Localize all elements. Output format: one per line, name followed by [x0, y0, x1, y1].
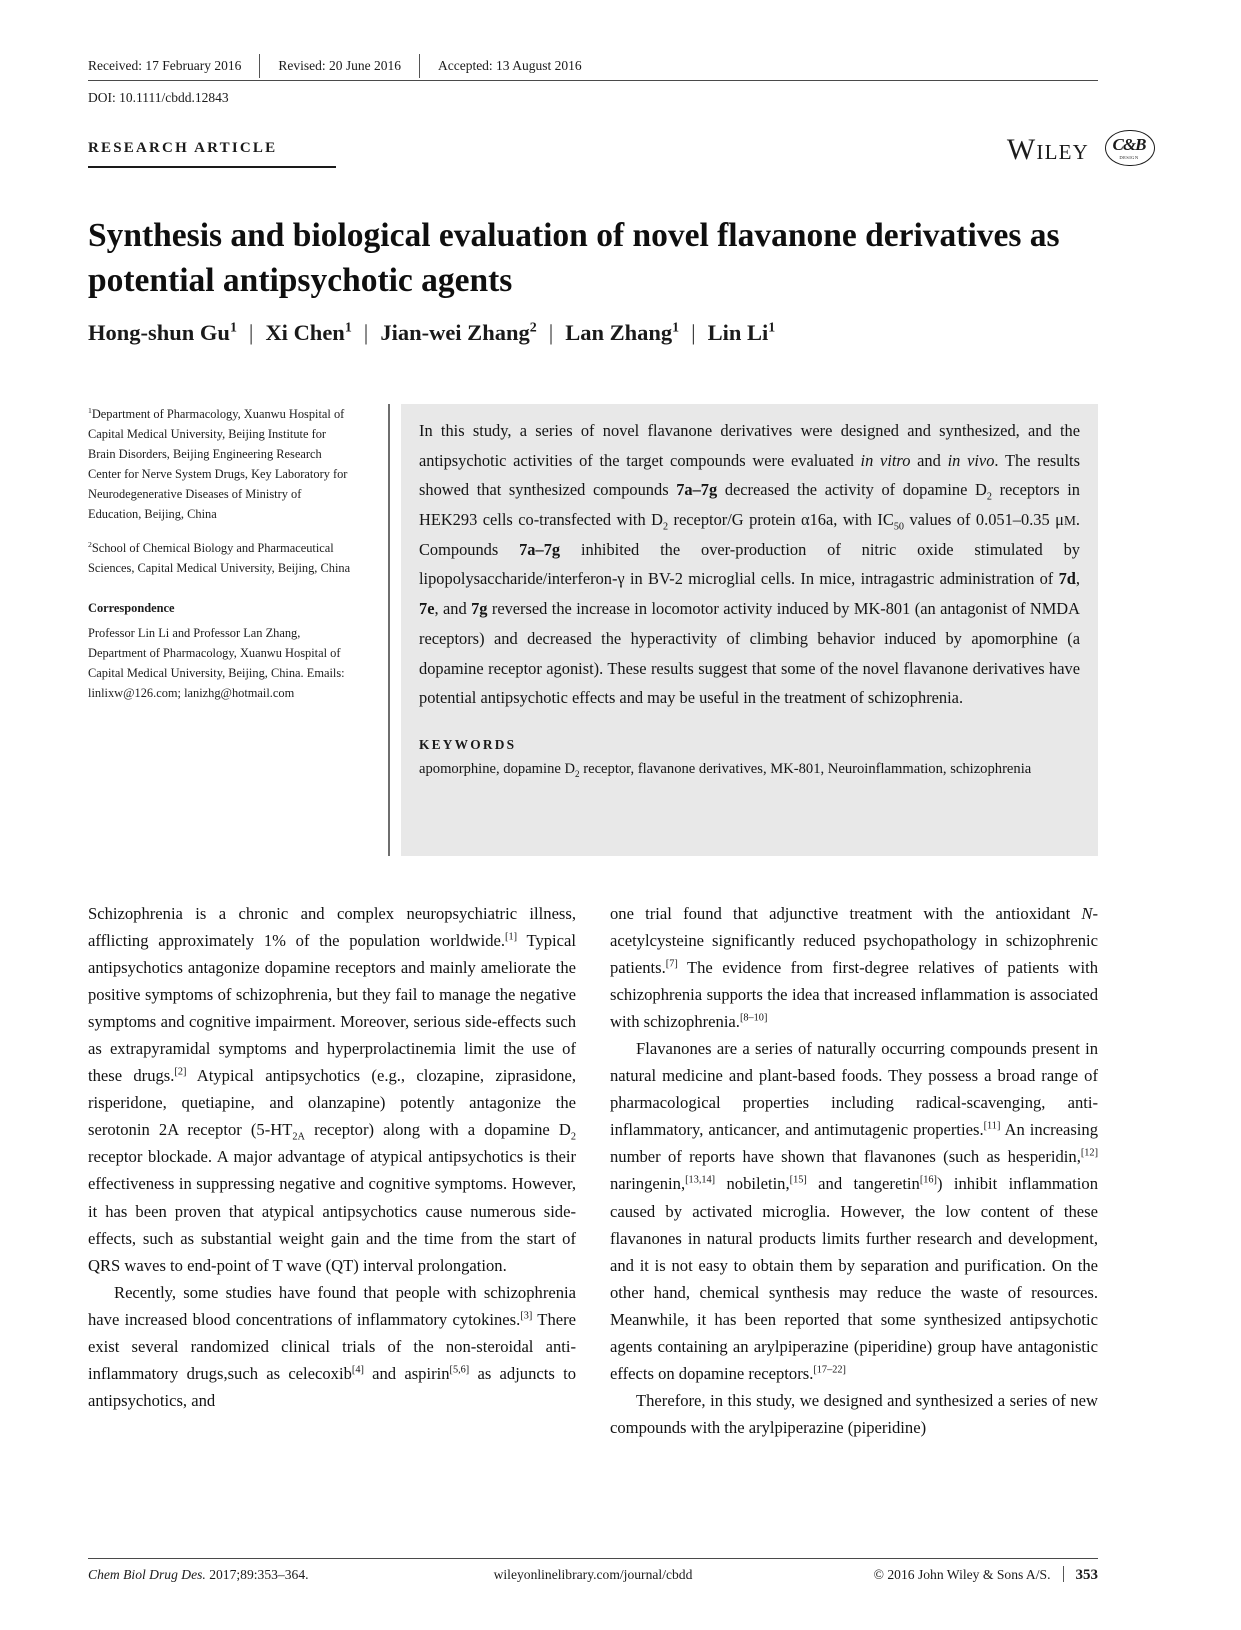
footer-citation: Chem Biol Drug Des. 2017;89:353–364. — [88, 1567, 309, 1582]
abstract-block — [401, 404, 1098, 856]
abstract-text: In this study, a series of novel flavanone derivatives were designed and synthesized, and the antipsychotic activities of the target compounds were evaluated in vitro and in vivo. The results showed that synthesized compounds 7a–7g decreased the activity of dopamine $D_2$ receptors in HEK293 cells co-transfected with $D_2$ receptor/G protein α16a, with $IC_{50}$ values of 0.051–0.35 μM. Compounds 7a–7g inhibited the over-production of nitric oxide stimulated by lipopolysaccharide/interferon-γ in BV-2 microglial cells. In mice, intragastric administration of 7d, 7e, and 7g reversed the increase in locomotor activity induced by MK-801 (an antagonist of NMDA receptors) and decreased the hyperactivity of climbing behavior induced by apomorphine (a dopamine receptor agonist). These results suggest that some of the novel flavanone derivatives have potential antipsychotic effects and may be useful in the treatment of schizophrenia. — [419, 421, 1081, 708]
author: Jian-wei Zhang$^2$ — [380, 320, 537, 345]
keywords-list: apomorphine, dopamine $D_2$ receptor, flavanone derivatives, MK-801, Neuroinflammation, schizophrenia — [419, 760, 1032, 779]
author: Xi Chen$^1$ — [265, 320, 352, 345]
author-separator: | — [248, 320, 254, 345]
author-separator: | — [691, 320, 696, 345]
paragraph: Recently, some studies have found that people with schizophrenia have increased blood concentrations of inflammatory cytokines.[3] There exist several randomized clinical trials of the non-steroidal anti-inflammatory drugs,such as celecoxib[4] and aspirin[5,6] as adjuncts to antipsychotics, and — [88, 1282, 576, 1410]
page-number: 353 — [1075, 1567, 1098, 1583]
author: Lin Li$^1$ — [707, 320, 776, 345]
footer-divider — [1063, 1566, 1064, 1582]
paragraph: one trial found that adjunctive treatment with the antioxidant N-acetylcysteine significantly reduced psychopathology in schizophrenic patients.[7] The evidence from first-degree relatives of patients with schizophrenia supports the idea that increased inflammation is associated with schizophrenia.[8–10] — [610, 904, 1098, 1032]
publication-dates — [88, 52, 1098, 80]
correspondence-text: Professor Lin Li and Professor Lan Zhang, Department of Pharmacology, Xuanwu Hospital of Capital Medical University, Beijing, China. Emails: linlixw@126.com; lanizhg@hotmail.com — [88, 625, 345, 701]
doi-text: DOI: 10.1111/cbdd.12843 — [88, 90, 229, 105]
logo-text: C&B — [1112, 135, 1146, 154]
header-rule — [88, 80, 1098, 81]
footer-url[interactable]: wileyonlinelibrary.com/journal/cbdd — [493, 1567, 693, 1582]
footer-copyright: © 2016 John Wiley & Sons A/S. 353 — [873, 1567, 1098, 1583]
paragraph: Schizophrenia is a chronic and complex neuropsychiatric illness, afflicting approximately 1% of the population worldwide.[1] Typical antipsychotics antagonize dopamine receptors and mainly ameliorate the positive symptoms of schizophrenia, but they fail to manage the negative symptoms and cognitive impairment. Moreover, serious side-effects such as extrapyramidal symptoms and hyperprolactinemia limit the use of these drugs.[2] Atypical antipsychotics (e.g., clozapine, ziprasidone, risperidone, quetiapine, and olanzapine) potently antagonize the serotonin 2A receptor ($5-HT_{2A}$ receptor) along with a dopamine $D_2$ receptor blockade. A major advantage of atypical antipsychotics is their effectiveness in suppressing negative and cognitive symptoms. However, it has been proven that atypical antipsychotics cause numerous side-effects, such as substantial weight gain and the time from the start of QRS waves to end-point of T wave (QT) interval prolongation. — [88, 904, 577, 1275]
affiliation-item: $^1$Department of Pharmacology, Xuanwu Hospital of Capital Medical University, Beijing Institute for Brain Disorders, Beijing Engineering Research Center for Nerve System Drugs, Key Laboratory for Neurodegenerative Diseases of Ministry of Education, Beijing, China — [88, 405, 348, 522]
revised-date: Revised: 20 June 2016 — [278, 58, 401, 74]
affiliation-block — [88, 404, 356, 716]
affiliation-item: $^2$School of Chemical Biology and Pharmaceutical Sciences, Capital Medical University, Beijing, China — [88, 539, 351, 575]
keywords-heading: KEYWORDS — [419, 736, 517, 752]
article-type-label: RESEARCH ARTICLE — [88, 140, 278, 156]
author-list — [88, 320, 1098, 346]
abstract-rule — [388, 404, 390, 856]
received-date: Received: 17 February 2016 — [88, 58, 242, 74]
body-column-left — [88, 900, 576, 1414]
wiley-logo: Wiley — [1006, 133, 1089, 166]
correspondence-heading: Correspondence — [88, 600, 175, 615]
paragraph: Therefore, in this study, we designed and synthesized a series of new compounds with the arylpiperazine (piperidine) — [610, 1390, 1098, 1437]
journal-logo-icon — [1105, 128, 1153, 168]
body-column-right — [610, 900, 1098, 1441]
accepted-date: Accepted: 13 August 2016 — [437, 58, 582, 74]
author: Lan Zhang$^1$ — [565, 320, 680, 345]
author-separator: | — [548, 320, 554, 345]
page-footer — [88, 1566, 1098, 1584]
article-type-rule — [88, 166, 336, 168]
author-separator: | — [363, 320, 369, 345]
page-title: Synthesis and biological evaluation of novel flavanone derivatives as potential antipsychotic agents — [88, 217, 1060, 300]
paragraph: Flavanones are a series of naturally occurring compounds present in natural medicine and plant-based foods. They possess a broad range of pharmacological properties including radical-scavenging, anti-inflammatory, anticancer, and antimutagenic properties.[11] An increasing number of reports have shown that flavanones (such as hesperidin,[12] naringenin,[13,14] nobiletin,[15] and tangeretin[16]) inhibit inflammation caused by activated microglia. However, the low content of these flavanones in natural products limits further research and development, and it is not easy to obtain them by separation and purification. On the other hand, chemical synthesis may reduce the waste of resources. Meanwhile, it has been reported that some synthesized antipsychotic agents containing an arylpiperazine (piperidine) group have antagonistic effects on dopamine receptors.[17–22] — [610, 1039, 1098, 1383]
footer-rule — [88, 1558, 1098, 1559]
logo-subtext: DESIGN — [1119, 155, 1139, 160]
author: Hong-shun Gu$^1$ — [88, 320, 237, 345]
